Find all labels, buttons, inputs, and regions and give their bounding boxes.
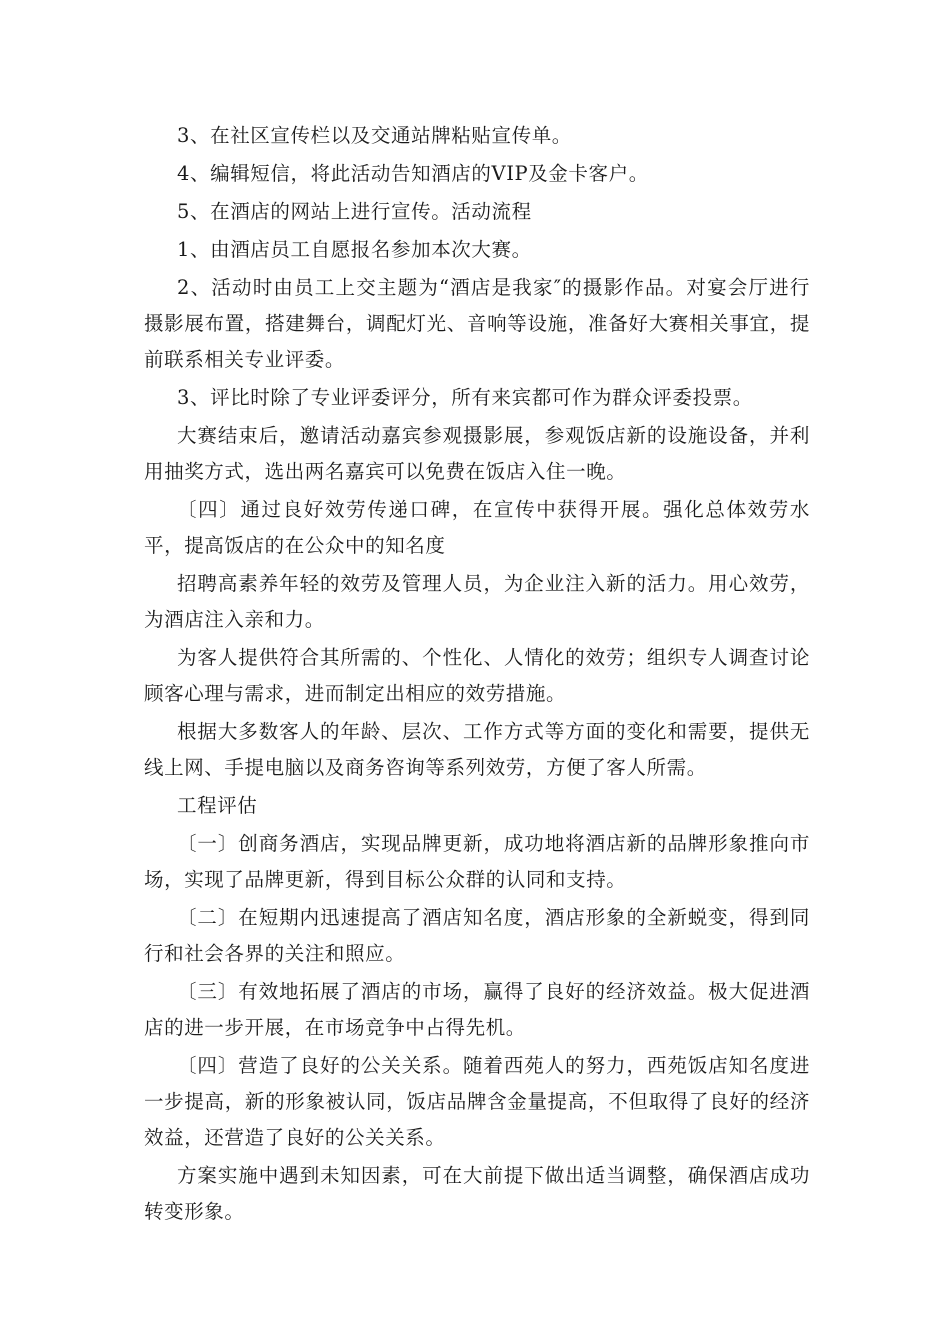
paragraph-business-services: 根据大多数客人的年龄、层次、工作方式等方面的变化和需要，提供无线上网、手提电脑以及商务咨询等系列效劳，方便了客人所需。 (144, 720, 810, 779)
document-body (144, 118, 810, 1230)
paragraph-customer-service: 为客人提供符合其所需的、个性化、人情化的效劳；组织专人调查讨论顾客心理与需求，进而制定出相应的效劳措施。 (144, 646, 810, 705)
paragraph-publicity-step-5: 5、在酒店的网站上进行宣传。活动流程 (177, 200, 532, 223)
paragraph-after-contest: 大赛结束后，邀请活动嘉宾参观摄影展，参观饭店新的设施设备，并利用抽奖方式，选出两名嘉宾可以免费在饭店入住一晚。 (144, 424, 810, 483)
paragraph-flow-step-1: 1、由酒店员工自愿报名参加本次大赛。 (177, 238, 532, 261)
paragraph-publicity-step-3: 3、在社区宣传栏以及交通站牌粘贴宣传单。 (177, 124, 572, 147)
paragraph-evaluation-one: 〔一〕创商务酒店，实现品牌更新，成功地将酒店新的品牌形象推向市场，实现了品牌更新，得到目标公众群的认同和支持。 (144, 832, 810, 891)
paragraph-section-four: 〔四〕通过良好效劳传递口碑，在宣传中获得开展。强化总体效劳水平，提高饭店的在公众中的知名度 (144, 498, 810, 557)
paragraph-publicity-step-4: 4、编辑短信，将此活动告知酒店的VIP及金卡客户。 (177, 162, 649, 185)
paragraph-evaluation-two: 〔二〕在短期内迅速提高了酒店知名度，酒店形象的全新蜕变，得到同行和社会各界的关注和照应。 (144, 906, 810, 965)
paragraph-evaluation-three: 〔三〕有效地拓展了酒店的市场，赢得了良好的经济效益。极大促进酒店的进一步开展，在市场竞争中占得先机。 (144, 980, 810, 1039)
paragraph-closing: 方案实施中遇到未知因素，可在大前提下做出适当调整，确保酒店成功转变形象。 (144, 1164, 810, 1223)
paragraph-recruiting: 招聘高素养年轻的效劳及管理人员，为企业注入新的活力。用心效劳，为酒店注入亲和力。 (144, 572, 810, 631)
section-heading-evaluation: 工程评估 (177, 794, 258, 817)
paragraph-flow-step-3: 3、评比时除了专业评委评分，所有来宾都可作为群众评委投票。 (177, 386, 753, 409)
paragraph-flow-step-2: 2、活动时由员工上交主题为“酒店是我家″的摄影作品。对宴会厅进行摄影展布置，搭建舞台，调配灯光、音响等设施，准备好大赛相关事宜，提前联系相关专业评委。 (144, 276, 810, 371)
paragraph-evaluation-four: 〔四〕营造了良好的公关关系。随着西苑人的努力，西苑饭店知名度进一步提高，新的形象被认同，饭店品牌含金量提高，不但取得了良好的经济效益，还营造了良好的公关关系。 (144, 1054, 810, 1149)
